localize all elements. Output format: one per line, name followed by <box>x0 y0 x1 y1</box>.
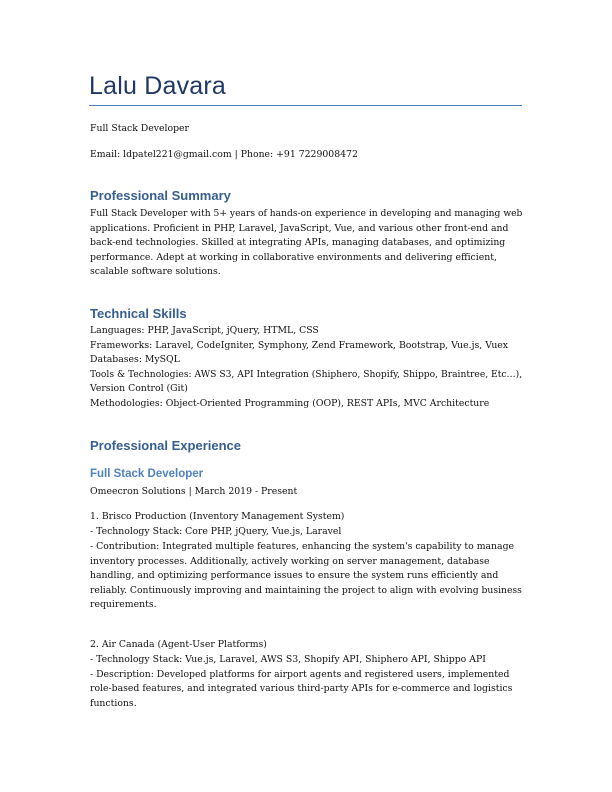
project-line: functions. <box>90 698 137 709</box>
project-line: requirements. <box>90 599 157 610</box>
skills-heading: Technical Skills <box>90 306 187 321</box>
project-line: inventory processes. Additionally, actively working on server management, database <box>90 555 490 567</box>
project-line: - Technology Stack: Core PHP, jQuery, Vue.js, Laravel <box>90 526 342 537</box>
project-line: - Description: Developed platforms for airport agents and registered users, implemented <box>90 668 510 680</box>
summary-heading: Professional Summary <box>90 188 231 203</box>
experience-heading: Professional Experience <box>90 438 242 453</box>
project-line: reliably. Continuously improving and maintaining the project to align with evolving business <box>90 584 522 596</box>
skills-line: Version Control (Git) <box>90 383 188 394</box>
summary-line: performance. Adept at working in collaborative environments and delivering efficient, <box>90 251 497 263</box>
project-line: role-based features, and integrated various third-party APIs for e-commerce and logistics <box>90 683 513 694</box>
company-line: Omeecron Solutions | March 2019 - Present <box>90 486 298 497</box>
header-divider <box>89 105 522 106</box>
summary-line: applications. Proficient in PHP, Laravel, JavaScript, Vue, and various other front-end and <box>90 222 509 234</box>
job-title: Full Stack Developer <box>90 123 189 134</box>
summary-line: Full Stack Developer with 5+ years of hands-on experience in developing and managing web <box>90 208 523 219</box>
project-line: handling, and optimizing performance issues to ensure the system runs efficiently and <box>90 570 499 581</box>
role-title: Full Stack Developer <box>90 468 204 480</box>
project-line: 1. Brisco Production (Inventory Management System) <box>90 511 345 522</box>
skills-line: Tools & Technologies: AWS S3, API Integration (Shiphero, Shopify, Shippo, Braintree, Etc…), <box>90 368 523 380</box>
contact-info: Email: ldpatel221@gmail.com | Phone: +91 7229008472 <box>90 149 358 160</box>
skills-line: Languages: PHP, JavaScript, jQuery, HTML, CSS <box>90 325 319 336</box>
project-line: - Contribution: Integrated multiple features, enhancing the system's capability to manage <box>90 541 515 552</box>
project-line: 2. Air Canada (Agent-User Platforms) <box>90 639 267 650</box>
summary-line: back-end technologies. Skilled at integrating APIs, managing databases, and optimizing <box>90 237 506 248</box>
skills-line: Frameworks: Laravel, CodeIgniter, Symphony, Zend Framework, Bootstrap, Vue.js, Vuex <box>90 339 509 351</box>
project-line: - Technology Stack: Vue.js, Laravel, AWS S3, Shopify API, Shiphero API, Shippo API <box>90 654 486 665</box>
skills-line: Databases: MySQL <box>90 354 180 365</box>
summary-line: scalable software solutions. <box>90 266 221 277</box>
skills-line: Methodologies: Object-Oriented Programming (OOP), REST APIs, MVC Architecture <box>90 398 490 409</box>
candidate-name: Lalu Davara <box>89 72 227 100</box>
